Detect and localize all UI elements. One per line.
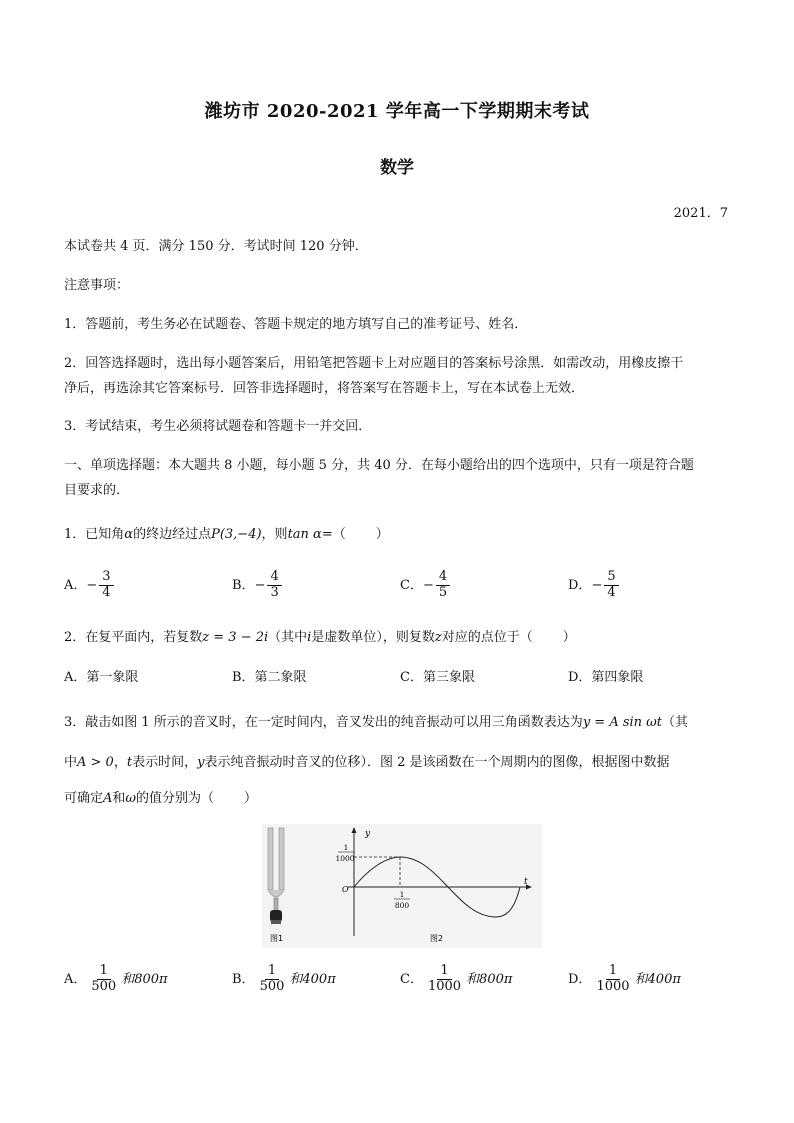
q3-expr: y = A sin ωt (582, 715, 662, 730)
note-3: 3．考试结束，考生必须将试题卷和答题卡一并交回． (64, 419, 372, 434)
option-letter: D． (568, 577, 592, 593)
q3-and: 和 (112, 791, 126, 806)
exam-title: 潍坊市 2020-2021 学年高一下学期期末考试 (204, 101, 590, 122)
fraction-denominator: 1000 (596, 978, 630, 994)
option-letter: D． (568, 971, 592, 987)
peak-denominator: 1000 (335, 854, 355, 863)
q1-alpha: α (124, 527, 134, 542)
fraction-denominator: 500 (91, 978, 117, 994)
fraction-numerator: 5 (604, 570, 618, 586)
option-letter: B． (232, 971, 255, 987)
t-tick-denominator: 800 (394, 901, 410, 910)
q3-line2-rest: 表示纯音振动时音叉的位移）．图 2 是该函数在一个周期内的图像，根据图中数据 (204, 755, 670, 770)
question-3-line1 (64, 712, 730, 734)
option-tail: 和800π (121, 971, 168, 987)
q1-tan: tan α (287, 527, 322, 542)
q1-close: ） (375, 527, 389, 542)
q2-i: i (307, 630, 312, 645)
option-letter: A． (64, 971, 87, 987)
option-fraction (436, 570, 450, 601)
q3-close: ） (244, 791, 258, 806)
fraction-numerator: 4 (267, 570, 281, 586)
exam-info: 本试卷共 4 页．满分 150 分．考试时间 120 分钟． (64, 239, 368, 254)
section-heading-line2: 目要求的． (64, 483, 130, 498)
fraction-denominator: 5 (438, 584, 448, 600)
q3-line1-prefix: 3．敲击如图 1 所示的音叉时，在一定时间内，音叉发出的纯音振动可以用三角函数表达为 (64, 715, 583, 730)
q1-option-c[interactable] (400, 570, 452, 601)
option-fraction (257, 964, 288, 995)
figure-1-caption: 图1 (270, 934, 284, 943)
q3-line2-mid: 表示时间， (132, 755, 198, 770)
q3-option-d[interactable] (568, 964, 681, 995)
fraction-numerator: 1 (97, 964, 111, 980)
fraction-denominator: 4 (102, 584, 111, 600)
q3-option-b[interactable] (232, 964, 336, 995)
q3-option-a[interactable] (64, 964, 168, 995)
exam-subject: 数学 (380, 158, 414, 178)
figure-2-caption: 图2 (430, 934, 444, 943)
q1-point: P(3,−4) (211, 527, 262, 542)
q2-option-b[interactable]: B．第二象限 (232, 670, 307, 685)
fraction-numerator: 1 (606, 964, 620, 980)
question-3-line3 (64, 788, 730, 810)
option-sign: − (422, 577, 434, 593)
q3-t: t (126, 755, 133, 770)
question-1-stem (64, 524, 730, 546)
q2-suffix: 对应的点位于（ (441, 630, 533, 645)
note-2-line2: 净后，再选涂其它答案标号．回答非选择题时，将答案写在答题卡上，写在本试卷上无效． (64, 381, 585, 396)
fraction-numerator: 1 (265, 964, 279, 980)
q2-expr: z = 3 − 2i (202, 630, 269, 645)
notice-heading: 注意事项： (64, 278, 130, 293)
q1-suffix: ，则 (261, 527, 288, 542)
option-sign: − (86, 577, 98, 593)
option-fraction (604, 570, 618, 601)
fraction-denominator: 3 (270, 584, 279, 600)
option-tail: 和400π (634, 971, 681, 987)
figure-background (262, 824, 542, 948)
q3-a: A (103, 791, 113, 806)
option-fraction (99, 570, 113, 601)
q1-option-b[interactable] (232, 570, 284, 601)
q1-eq: =（ (321, 527, 346, 542)
option-fraction (593, 964, 632, 995)
t-tick-numerator: 1 (399, 890, 405, 899)
fraction-numerator: 3 (99, 570, 113, 586)
q2-close: ） (562, 630, 576, 645)
option-fraction (425, 964, 464, 995)
peak-numerator: 1 (343, 843, 349, 852)
y-axis-label: y (365, 829, 371, 839)
option-fraction (88, 964, 119, 995)
q3-option-c[interactable] (400, 964, 512, 995)
fraction-denominator: 4 (607, 584, 616, 600)
q3-line3-suffix: 的值分别为（ (136, 791, 215, 806)
note-2-line1: 2．回答选择题时，选出每小题答案后，用铅笔把答题卡上对应题目的答案标号涂黑．如需改动，用橡皮擦干 (64, 356, 684, 371)
fraction-numerator: 1 (437, 964, 451, 980)
option-letter: B． (232, 577, 255, 593)
q3-a-positive: A > 0 (77, 755, 114, 770)
q3-line2-prefix: 中 (64, 755, 78, 770)
fraction-numerator: 4 (436, 570, 450, 586)
question-2-stem (64, 627, 730, 649)
origin-label: O (342, 885, 349, 894)
q1-prefix: 1．已知角 (64, 527, 125, 542)
q3-omega: ω (125, 791, 137, 806)
q2-option-a[interactable]: A．第一象限 (64, 670, 139, 685)
option-letter: C． (400, 577, 423, 593)
option-sign: − (591, 577, 603, 593)
q2-mid: （其中 (268, 630, 308, 645)
q1-option-d[interactable] (568, 570, 621, 601)
q1-middle: 的终边经过点 (133, 527, 212, 542)
q2-option-c[interactable]: C．第三象限 (400, 670, 475, 685)
section-heading-line1: 一、单项选择题：本大题共 8 小题，每小题 5 分，共 40 分．在每小题给出的四个选项中，只有一项是符合题 (64, 458, 694, 473)
q3-y: y (197, 755, 205, 770)
q3-figure (262, 824, 542, 948)
q3-line3-prefix: 可确定 (64, 791, 104, 806)
note-1: 1．答题前，考生务必在试题卷、答题卡规定的地方填写自己的准考证号、姓名． (64, 317, 528, 332)
question-3-line2: 中A > 0，t表示时间，y表示纯音振动时音叉的位移）．图 2 是该函数在一个周期内的图像，根据图中数据 (64, 755, 670, 770)
option-letter: A． (64, 577, 87, 593)
fraction-denominator: 500 (259, 978, 285, 994)
option-sign: − (254, 577, 266, 593)
exam-date: 2021．7 (673, 206, 728, 221)
q2-z: z (434, 630, 442, 645)
t-axis-label: t (524, 877, 528, 887)
fraction-denominator: 1000 (427, 978, 462, 994)
option-letter: C． (400, 971, 423, 987)
q2-prefix: 2．在复平面内，若复数 (64, 630, 203, 645)
q1-option-a[interactable] (64, 570, 116, 601)
option-tail: 和400π (289, 971, 336, 987)
q2-option-d[interactable]: D．第四象限 (568, 670, 644, 685)
option-fraction (267, 570, 281, 601)
option-tail: 和800π (466, 971, 513, 987)
q2-mid2: 是虚数单位），则复数 (311, 630, 435, 645)
q3-line1-suffix: （其 (662, 715, 689, 730)
